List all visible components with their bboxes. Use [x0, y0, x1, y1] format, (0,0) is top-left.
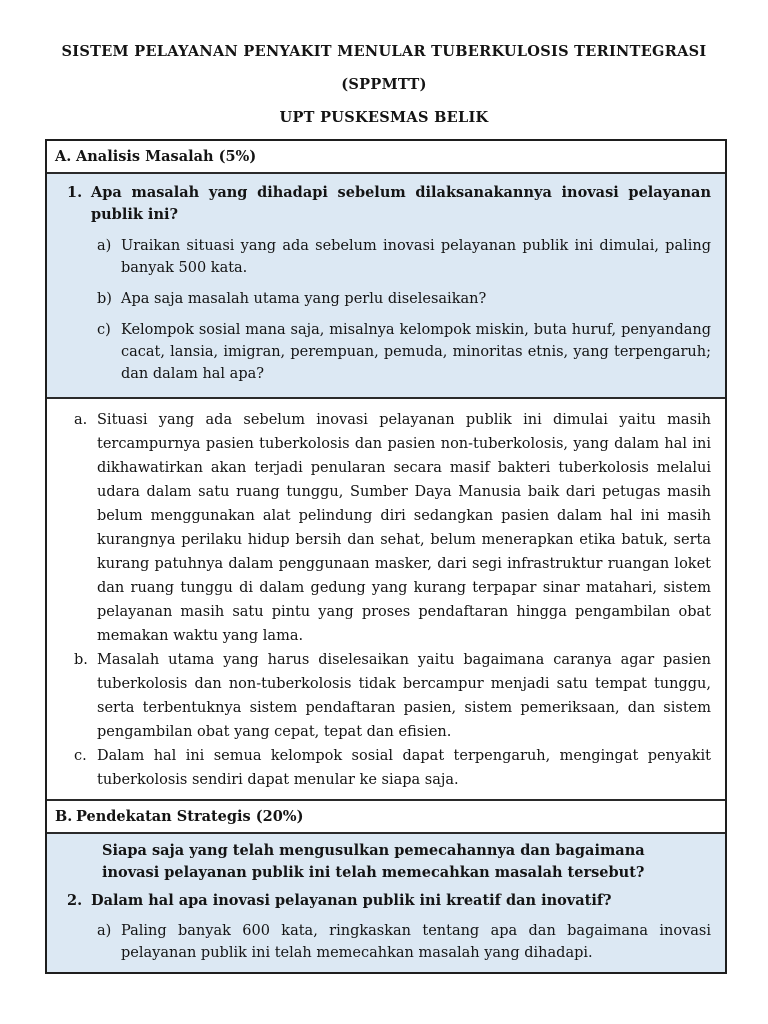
- section-a-title: Analisis Masalah (5%): [76, 148, 257, 165]
- answer-text: Masalah utama yang harus diselesaikan yaitu bagaimana caranya agar pasien tuberkolosis dan non-tuberkolosis tidak bercampur menjadi satu tempat tunggu, serta terbentuknya sistem pendaftaran pasien, sistem pemeriksaan, dan sistem pengambilan obat yang cepat, tepat dan efisien.: [97, 652, 711, 740]
- subitem-marker: a): [97, 923, 112, 939]
- subitem-marker: a): [97, 238, 112, 254]
- content-table: [45, 139, 727, 974]
- answer-item-b: [47, 648, 711, 744]
- question-1-subitem-b: [47, 279, 725, 310]
- answer-text: Dalam hal ini semua kelompok sosial dapat terpengaruh, mengingat penyakit tuberkolosis sendiri dapat menular ke siapa saja.: [97, 748, 711, 788]
- answer-item-a: [47, 408, 711, 648]
- question-2-cell: [47, 832, 725, 972]
- subitem-text: Kelompok sosial mana saja, misalnya kelompok miskin, buta huruf, penyandang cacat, lansia, imigran, perempuan, pemuda, minoritas etnis, yang terpengaruh; dan dalam hal apa?: [121, 322, 711, 382]
- section-b-header: [47, 799, 725, 832]
- question-2-subitem-a: [47, 912, 725, 964]
- subitem-text: Paling banyak 600 kata, ringkaskan tentang apa dan bagaimana inovasi pelayanan publik ini telah memecahkan masalah yang dihadapi.: [121, 923, 711, 961]
- question-1-text: Apa masalah yang dihadapi sebelum dilaksanakannya inovasi pelayanan publik ini?: [91, 184, 711, 223]
- question-1-subitem-a: [47, 226, 725, 279]
- answer-marker: c.: [74, 748, 87, 764]
- section-a-label: A.: [55, 148, 72, 165]
- answer-marker: b.: [74, 652, 88, 668]
- section-b-title: Pendekatan Strategis (20%): [76, 808, 304, 825]
- question-1-cell: [47, 172, 725, 397]
- answer-1-cell: [47, 397, 725, 799]
- document-title-line-3: UPT PUSKESMAS BELIK: [279, 109, 489, 126]
- document-title-block: [0, 0, 768, 127]
- answer-item-c: [47, 744, 711, 792]
- subitem-text: Apa saja masalah utama yang perlu diselesaikan?: [121, 291, 487, 307]
- answer-text: Situasi yang ada sebelum inovasi pelayanan publik ini dimulai yaitu masih tercampurnya pasien tuberkolosis dan pasien non-tuberkolosis, yang dalam hal ini dikhawatirkan akan terjadi penularan secara masif bakteri tuberkolosis melalui udara dalam satu ruang tunggu, Sumber Daya Manusia baik dari petugas masih belum menggunakan alat pelindung diri sedangkan pasien dalam hal ini masih kurangnya perilaku hidup bersih dan sehat, belum menerapkan etika batuk, serta kurang patuhnya dalam penggunaan masker, dari segi infrastruktur ruangan loket dan ruang tunggu di dalam gedung yang kurang terpapar sinar matahari, sistem pelayanan masih satu pintu yang proses pendaftaran hingga pengambilan obat memakan waktu yang lama.: [97, 412, 711, 644]
- subitem-marker: c): [97, 322, 111, 338]
- answer-marker: a.: [74, 412, 88, 428]
- question-2-text: Dalam hal apa inovasi pelayanan publik ini kreatif dan inovatif?: [91, 892, 612, 909]
- question-1-subitem-c: [47, 310, 725, 385]
- section-a-header: [47, 141, 725, 172]
- question-1-number: 1.: [67, 184, 83, 201]
- question-2: [47, 888, 725, 912]
- question-2-number: 2.: [67, 892, 83, 909]
- subitem-marker: b): [97, 291, 112, 307]
- question-1: [47, 182, 725, 226]
- section-b-label: B.: [55, 808, 73, 825]
- document-title-line-2: (SPPMTT): [341, 76, 427, 93]
- subitem-text: Uraikan situasi yang ada sebelum inovasi pelayanan publik ini dimulai, paling banyak 500 kata.: [121, 238, 711, 276]
- question-2-lead: Siapa saja yang telah mengusulkan pemecahannya dan bagaimana inovasi pelayanan publik ini telah memecahkan masalah tersebut?: [102, 842, 645, 881]
- document-title-line-1: SISTEM PELAYANAN PENYAKIT MENULAR TUBERKULOSIS TERINTEGRASI: [61, 43, 707, 60]
